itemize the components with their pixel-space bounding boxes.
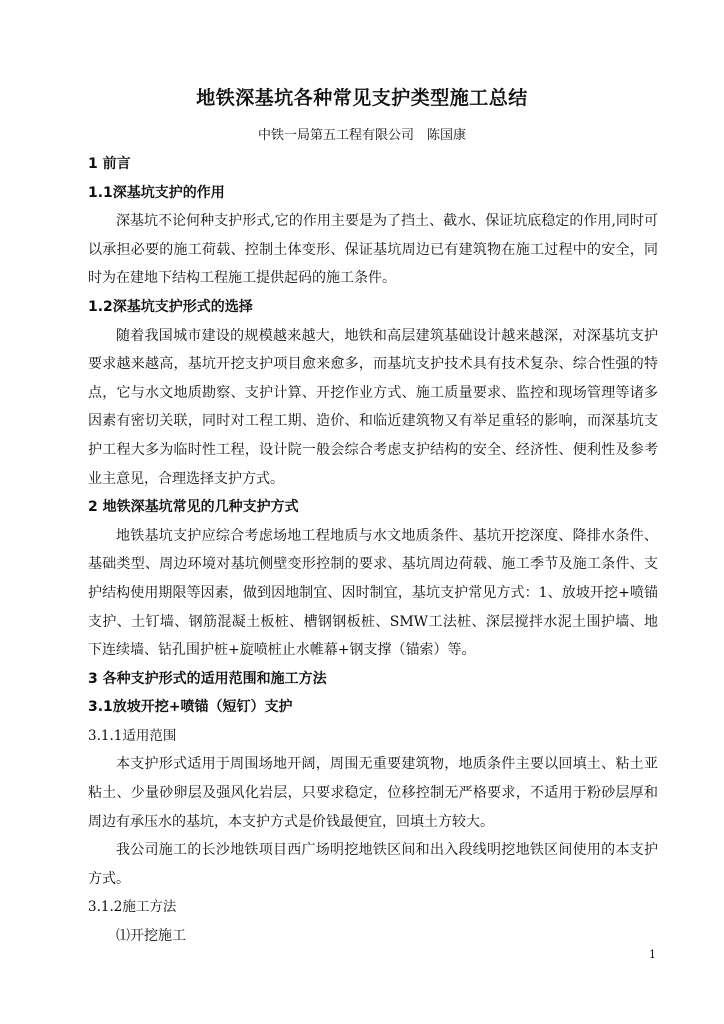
- section-3-1-1-paragraph-1: 本支护形式适用于周围场地开阔，周围无重要建筑物，地质条件主要以回填土、粘土亚粘土、少量砂卵层及强风化岩层，只要求稳定，位移控制无严格要求，不适用于粉砂层厚和周边有承压水的基坑，本支护方式是价钱最便宜，回填土方较大。: [88, 756, 658, 830]
- document-author: 中铁一局第五工程有限公司 陈国康: [257, 128, 466, 143]
- section-3-1-heading: 3.1放坡开挖+喷锚（短钉）支护: [88, 699, 293, 716]
- section-1-1-paragraph: 深基坑不论何种支护形式,它的作用主要是为了挡土、截水、保证坑底稳定的作用,同时可以承担必要的施工荷载、控制土体变形、保证基坑周边已有建筑物在施工过程中的安全，同时为在建地下结构工程施工提供起码的施工条件。: [88, 213, 658, 287]
- section-2-heading: 2 地铁深基坑常见的几种支护方式: [88, 499, 299, 516]
- section-1-2-paragraph: 随着我国城市建设的规模越来越大，地铁和高层建筑基础设计越来越深，对深基坑支护要求越来越高，基坑开挖支护项目愈来愈多，而基坑支护技术具有技术复杂、综合性强的特点，它与水文地质勘察、支护计算、开挖作业方式、施工质量要求、监控和现场管理等诸多因素有密切关联，同时对工程工期、造价、和临近建筑物又有举足重轻的影响，而深基坑支护工程大多为临时性工程，设计院一般会综合考虑支护结构的安全、经济性、便利性及参考业主意见，合理选择支护方式。: [88, 327, 658, 487]
- document-body: [88, 150, 658, 951]
- section-1-2-heading: 1.2深基坑支护形式的选择: [88, 298, 253, 315]
- document-title: 地铁深基坑各种常见支护类型施工总结: [196, 87, 528, 109]
- section-2-paragraph: 地铁基坑支护应综合考虑场地工程地质与水文地质条件、基坑开挖深度、降排水条件、基础类型、周边环境对基坑侧壁变形控制的要求、基坑周边荷载、施工季节及施工条件、支护结构使用期限等因素，做到因地制宜、因时制宜，基坑支护常见方式：1、放坡开挖+喷锚支护、土钉墙、钢筋混凝土板桩、槽钢钢板桩、SMW工法桩、深层搅拌水泥土围护墙、地下连续墙、钻孔围护桩+旋喷桩止水帷幕+钢支撑（锚索）等。: [88, 527, 658, 659]
- section-3-1-2-heading: 3.1.2施工方法: [88, 899, 177, 916]
- section-3-1-2-item-1: ⑴开挖施工: [116, 928, 186, 945]
- page-number: 1: [649, 948, 656, 961]
- section-3-1-1-heading: 3.1.1适用范围: [88, 727, 177, 744]
- section-1-heading: 1 前言: [88, 156, 131, 172]
- section-1-1-heading: 1.1深基坑支护的作用: [88, 184, 225, 201]
- section-3-1-1-paragraph-2: 我公司施工的长沙地铁项目西广场明挖地铁区间和出入段线明挖地铁区间使用的本支护方式。: [88, 842, 658, 887]
- section-3-heading: 3 各种支护形式的适用范围和施工方法: [88, 670, 327, 687]
